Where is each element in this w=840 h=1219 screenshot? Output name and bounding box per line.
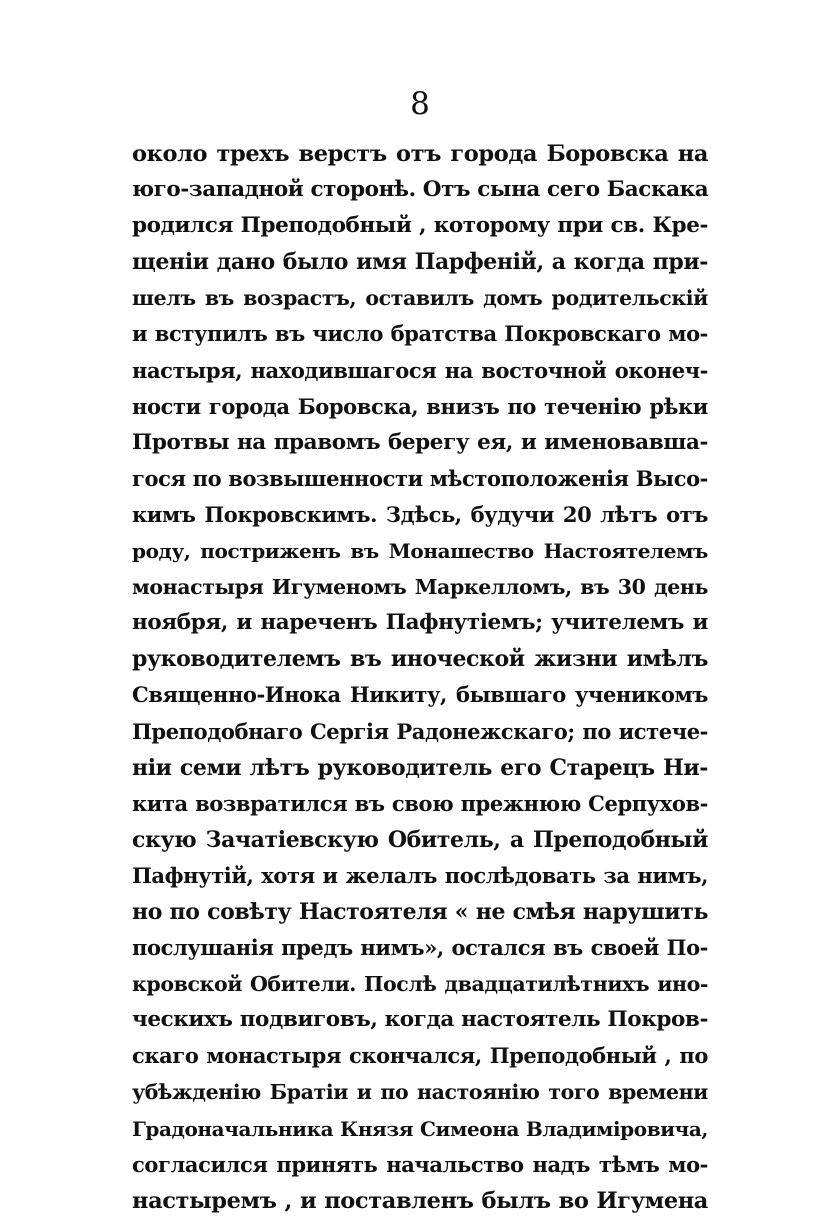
text-line: Преподобнаго Сергія Радонежскаго; по истече- [132, 718, 708, 744]
text-line: но по совѣту Настоятеля « не смѣя нарушить [132, 898, 708, 925]
text-line: послушанія предъ нимъ», остался въ своей По- [132, 935, 708, 961]
text-line: кимъ Покровскимъ. Здѣсь, будучи 20 лѣтъ отъ [132, 501, 708, 527]
text-line: Градоначальника Князя Симеона Владиміровича, [132, 1116, 708, 1141]
text-line: ніи семи лѣтъ руководитель его Старецъ Ни- [132, 754, 708, 781]
page-number: 8 [410, 86, 430, 122]
text-line: около трехъ верстъ отъ города Боровска на [132, 141, 708, 167]
text-line: Протвы на правомъ берегу ея, и именовавша- [132, 429, 708, 455]
text-line: родился Преподобный , которому при св. Кре- [132, 213, 708, 239]
text-line: скаго монастыря скончался, Преподобный , по [132, 1043, 708, 1069]
text-line: и вступилъ въ число братства Покровскаго мо- [132, 321, 708, 347]
text-line: ноября, и нареченъ Пафнутіемъ; учителемъ и [132, 610, 708, 636]
text-line: ности города Боровска, внизъ по теченію рѣки [132, 393, 708, 419]
text-line: настыремъ , и поставленъ былъ во Игумена [132, 1187, 708, 1214]
text-line: руководителемъ въ иноческой жизни имѣлъ [132, 646, 708, 673]
text-line: гося по возвышенности мѣстоположенія Высо- [132, 465, 708, 491]
text-line: шелъ въ возрастъ, оставилъ домъ родительскій [132, 286, 708, 311]
text-line: ческихъ подвиговъ, когда настоятель Покров- [132, 1007, 708, 1033]
text-line: Священно-Инока Никиту, бывшаго ученикомъ [132, 682, 708, 708]
text-line: роду, постриженъ въ Монашество Настоятелемъ [132, 539, 708, 564]
text-line: согласился принять начальство надъ тѣмъ мо- [132, 1151, 708, 1177]
text-line: монастыря Игуменомъ Маркелломъ, въ 30 день [132, 575, 708, 600]
text-line: щеніи дано было имя Парфеній, а когда при- [132, 249, 708, 276]
text-line: Пафнутій, хотя и желалъ послѣдовать за нимъ, [132, 862, 708, 888]
text-line: убѣжденію Братіи и по настоянію того времени [132, 1080, 708, 1105]
text-line: скую Зачатіевскую Обитель, а Преподобный [132, 826, 708, 853]
text-line: настыря, находившагося на восточной оконеч- [132, 357, 708, 383]
text-line: кита возвратился въ свою прежнюю Серпухов- [132, 790, 708, 816]
body-text [132, 136, 708, 1219]
text-line: кровской Обители. Послѣ двадцатилѣтнихъ ино- [132, 972, 708, 997]
text-line: юго-западной сторонѣ. Отъ сына сего Баскака [132, 177, 708, 203]
